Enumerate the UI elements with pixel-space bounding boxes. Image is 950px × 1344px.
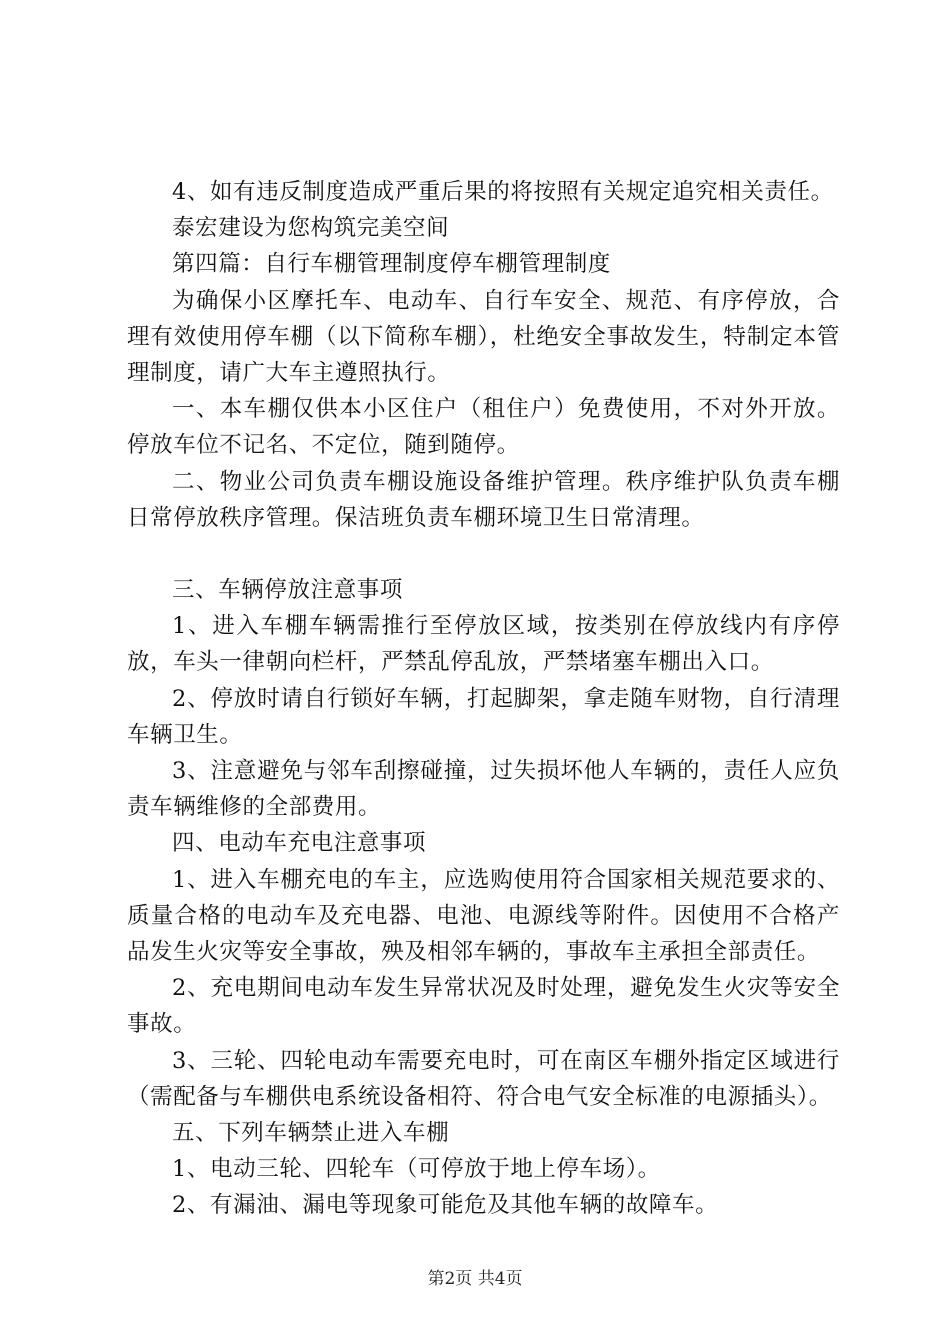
paragraph-parking-note-1: 1、进入车棚车辆需推行至停放区域，按类别在停放线内有序停放，车头一律朝向栏杆，严禁乱停乱放，严禁堵塞车棚出入口。 [127,613,840,676]
section-heading-prohibited-vehicles: 五、下列车辆禁止进入车棚 [172,1120,450,1147]
paragraph-item-4-responsibility: 4、如有违反制度造成严重后果的将按照有关规定追究相关责任。 [172,179,834,205]
paragraph-rule-2: 二、物业公司负责车棚设施设备维护管理。秩序维护队负责车棚日常停放秩序管理。保洁班负责车棚环境卫生日常清理。 [127,468,840,531]
paragraph-charging-note-2: 2、充电期间电动车发生异常状况及时处理，避免发生火灾等安全事故。 [127,975,840,1038]
paragraph-company-slogan: 泰宏建设为您构筑完美空间 [172,215,450,242]
paragraph-charging-note-3: 3、三轮、四轮电动车需要充电时，可在南区车棚外指定区域进行（需配备与车棚供电系统设备相符、符合电气安全标准的电源插头）。 [127,1047,840,1110]
paragraph-parking-note-3: 3、注意避免与邻车刮擦碰撞，过失损坏他人车辆的，责任人应负责车辆维修的全部费用。 [127,758,840,821]
paragraph-prohibited-2: 2、有漏油、漏电等现象可能危及其他车辆的故障车。 [172,1192,719,1219]
section-heading-parking-notes: 三、车辆停放注意事项 [172,577,404,604]
document-body [127,174,840,1224]
paragraph-charging-note-1: 1、进入车棚充电的车主，应选购使用符合国家相关规范要求的、质量合格的电动车及充电器、电池、电源线等附件。因使用不合格产品发生火灾等安全事故，殃及相邻车辆的，事故车主承担全部责任。 [127,866,840,966]
page-number-footer: 第2页 共4页 [427,1269,523,1289]
section-heading-charging-notes: 四、电动车充电注意事项 [172,830,427,857]
paragraph-purpose: 为确保小区摩托车、电动车、自行车安全、规范、有序停放，合理有效使用停车棚（以下简称车棚），杜绝安全事故发生，特制定本管理制度，请广大车主遵照执行。 [127,287,840,387]
paragraph-parking-note-2: 2、停放时请自行锁好车辆，打起脚架，拿走随车财物，自行清理车辆卫生。 [127,685,840,748]
paragraph-prohibited-1: 1、电动三轮、四轮车（可停放于地上停车场）。 [172,1156,661,1183]
paragraph-spacer [127,536,840,572]
section-title-chapter-4: 第四篇：自行车棚管理制度停车棚管理制度 [172,251,611,278]
paragraph-rule-1: 一、本车棚仅供本小区住户（租住户）免费使用，不对外开放。停放车位不记名、不定位，随到随停。 [127,396,840,459]
